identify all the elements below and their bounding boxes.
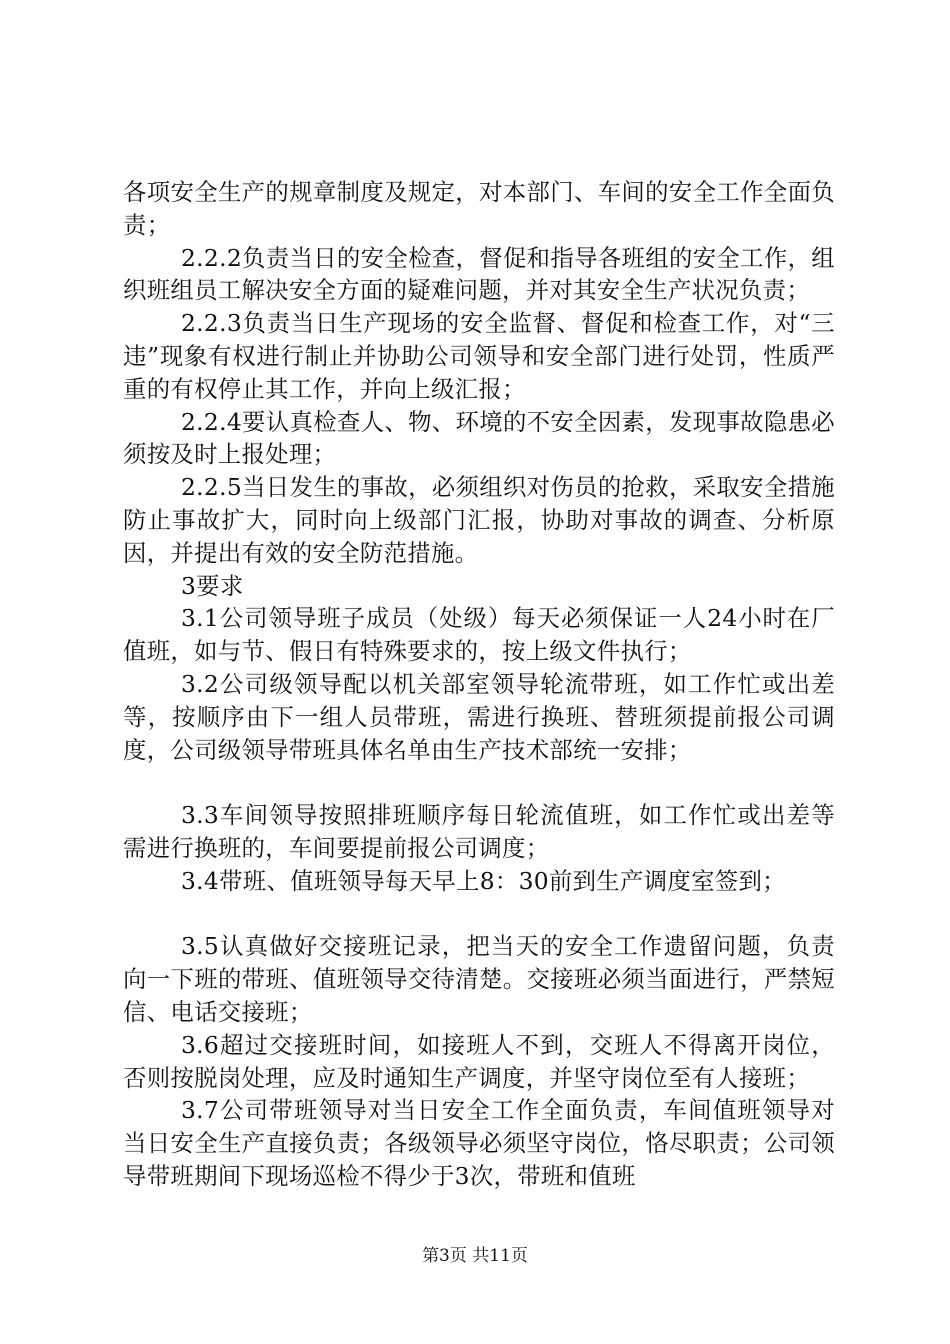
paragraph: 3.7公司带班领导对当日安全工作全面负责，车间值班领导对当日安全生产直接负责；各级领导必须坚守岗位，恪尽职责；公司领导带班期间下现场巡检不得少于3次，带班和值班 bbox=[123, 1096, 835, 1190]
document-body bbox=[123, 176, 835, 1193]
paragraph: 2.2.2负责当日的安全检查，督促和指导各班组的安全工作，组织班组员工解决安全方面的疑难问题，并对其安全生产状况负责； bbox=[123, 243, 835, 305]
paragraph: 3.1公司领导班子成员（处级）每天必须保证一人24小时在厂值班，如与节、假日有特殊要求的，按上级文件执行； bbox=[123, 604, 835, 666]
paragraph: 3.5认真做好交接班记录，把当天的安全工作遗留问题，负责向一下班的带班、值班领导交待清楚。交接班必须当面进行，严禁短信、电话交接班； bbox=[123, 932, 835, 1026]
paragraph: 3.6超过交接班时间，如接班人不到，交班人不得离开岗位，否则按脱岗处理，应及时通知生产调度，并坚守岗位至有人接班； bbox=[123, 1030, 835, 1092]
paragraph: 3.3车间领导按照排班顺序每日轮流值班，如工作忙或出差等需进行换班的，车间要提前报公司调度； bbox=[123, 801, 835, 862]
paragraph: 3.2公司级领导配以机关部室领导轮流带班，如工作忙或出差等，按顺序由下一组人员带班，需进行换班、替班须提前报公司调度，公司级领导带班具体名单由生产技术部统一安排； bbox=[123, 669, 835, 764]
paragraph: 3.4带班、值班领导每天早上8：30前到生产调度室签到； bbox=[181, 866, 786, 895]
page-number-footer: 第3页 共11页 bbox=[422, 1246, 528, 1266]
paragraph: 各项安全生产的规章制度及规定，对本部门、车间的安全工作全面负责； bbox=[123, 178, 835, 239]
paragraph: 2.2.5当日发生的事故，必须组织对伤员的抢救，采取安全措施防止事故扩大，同时向上级部门汇报，协助对事故的调查、分析原因，并提出有效的安全防范措施。 bbox=[123, 473, 835, 567]
paragraph: 2.2.3负责当日生产现场的安全监督、督促和检查工作，对“三违”现象有权进行制止并协助公司领导和安全部门进行处罚，性质严重的有权停止其工作，并向上级汇报； bbox=[123, 309, 835, 403]
paragraph: 2.2.4要认真检查人、物、环境的不安全因素，发现事故隐患必须按及时上报处理； bbox=[123, 407, 835, 469]
paragraph: 3要求 bbox=[181, 571, 244, 600]
